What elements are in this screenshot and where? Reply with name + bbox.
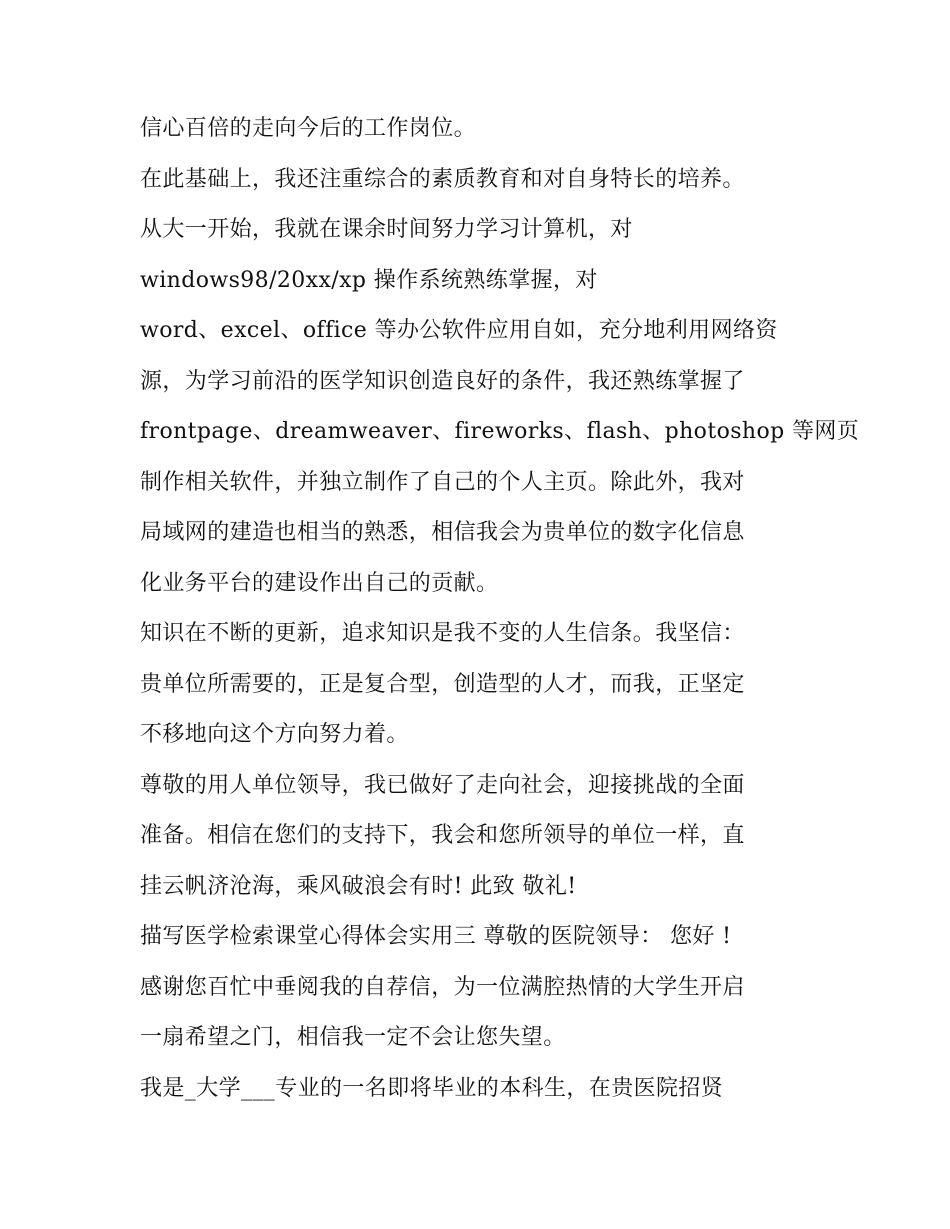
document-body: [140, 104, 860, 1114]
text-line: 知识在不断的更新，追求知识是我不变的人生信条。我坚信：: [140, 621, 745, 646]
text-line: 一扇希望之门，相信我一定不会让您失望。: [140, 1025, 566, 1050]
text-line: 不移地向这个方向努力着。: [140, 722, 409, 747]
text-line: 贵单位所需要的，正是复合型，创造型的人才，而我，正坚定: [140, 671, 745, 697]
text-line: 我是_大学___专业的一名即将毕业的本科生，在贵医院招贤: [140, 1075, 724, 1101]
text-line: windows98/20xx/xp 操作系统熟练掌握，对: [140, 267, 598, 293]
text-line: word、excel、office 等办公软件应用自如，充分地利用网络资: [140, 318, 778, 343]
text-line: 局域网的建造也相当的熟悉，相信我会为贵单位的数字化信息: [140, 520, 745, 545]
text-line: frontpage、dreamweaver、fireworks、flash、photoshop 等网页: [140, 419, 860, 444]
text-line: 信心百倍的走向今后的工作岗位。: [140, 116, 477, 141]
text-line: 挂云帆济沧海，乘风破浪会有时! 此致 敬礼!: [140, 873, 577, 899]
text-line: 在此基础上，我还注重综合的素质教育和对自身特长的培养。: [140, 166, 745, 192]
text-line: 尊敬的用人单位领导，我已做好了走向社会，迎接挑战的全面: [140, 772, 745, 798]
text-line: 制作相关软件，并独立制作了自己的个人主页。除此外，我对: [140, 469, 745, 495]
text-line: 从大一开始，我就在课余时间努力学习计算机，对: [140, 217, 633, 242]
text-line: 描写医学检索课堂心得体会实用三 尊敬的医院领导： 您好 !: [140, 924, 732, 949]
text-line: 准备。相信在您们的支持下，我会和您所领导的单位一样，直: [140, 823, 745, 848]
text-line: 化业务平台的建设作出自己的贡献。: [140, 570, 499, 596]
text-line: 源，为学习前沿的医学知识创造良好的条件，我还熟练掌握了: [140, 368, 745, 394]
text-line: 感谢您百忙中垂阅我的自荐信，为一位满腔热情的大学生开启: [140, 974, 745, 1000]
